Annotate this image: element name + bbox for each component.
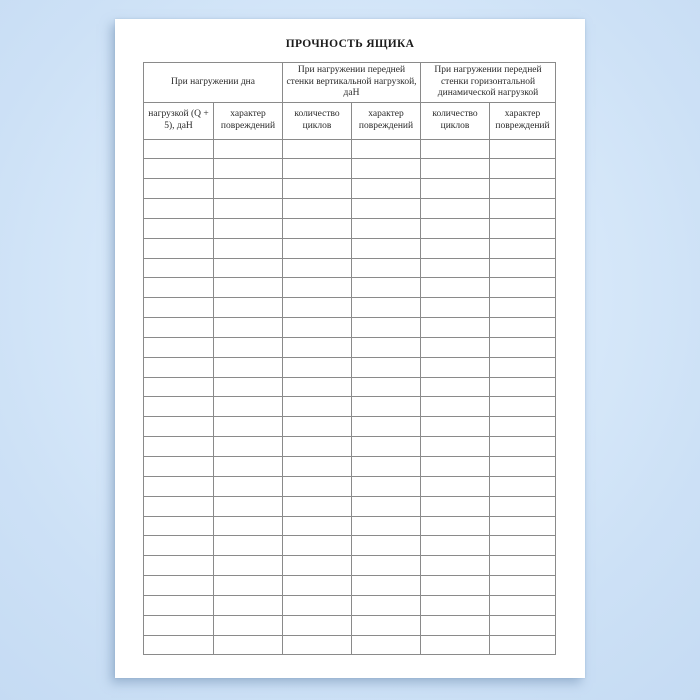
- table-cell-empty: [144, 516, 214, 536]
- col-header-cycle-count-2: количество циклов: [421, 102, 490, 139]
- table-cell-empty: [421, 576, 490, 596]
- table-cell-empty: [214, 278, 283, 298]
- group-header-bottom-load: При нагружении дна: [144, 63, 283, 103]
- table-cell-empty: [421, 159, 490, 179]
- table-cell-empty: [352, 218, 421, 238]
- table-cell-empty: [421, 357, 490, 377]
- table-cell-empty: [421, 397, 490, 417]
- table-cell-empty: [490, 476, 556, 496]
- table-row: [144, 496, 556, 516]
- table-row: [144, 199, 556, 219]
- table-cell-empty: [283, 457, 352, 477]
- table-cell-empty: [421, 318, 490, 338]
- table-cell-empty: [214, 595, 283, 615]
- table-cell-empty: [214, 397, 283, 417]
- table-subheader-row: [144, 102, 556, 139]
- table-row: [144, 179, 556, 199]
- table-cell-empty: [144, 278, 214, 298]
- table-cell-empty: [421, 298, 490, 318]
- table-cell-empty: [490, 318, 556, 338]
- table-cell-empty: [144, 298, 214, 318]
- table-row: [144, 576, 556, 596]
- table-cell-empty: [352, 139, 421, 159]
- table-row: [144, 615, 556, 635]
- table-cell-empty: [144, 556, 214, 576]
- table-cell-empty: [421, 377, 490, 397]
- table-cell-empty: [490, 179, 556, 199]
- page-title: ПРОЧНОСТЬ ЯЩИКА: [285, 38, 415, 50]
- table-cell-empty: [352, 556, 421, 576]
- table-cell-empty: [144, 238, 214, 258]
- table-cell-empty: [421, 635, 490, 655]
- table-row: [144, 357, 556, 377]
- table-cell-empty: [352, 615, 421, 635]
- table-cell-empty: [144, 179, 214, 199]
- table-cell-empty: [214, 417, 283, 437]
- table-row: [144, 258, 556, 278]
- table-body: [144, 139, 556, 655]
- table-cell-empty: [490, 576, 556, 596]
- table-cell-empty: [490, 377, 556, 397]
- table-cell-empty: [421, 556, 490, 576]
- table-cell-empty: [352, 437, 421, 457]
- table-cell-empty: [283, 635, 352, 655]
- table-cell-empty: [352, 159, 421, 179]
- table-cell-empty: [144, 357, 214, 377]
- table-cell-empty: [352, 397, 421, 417]
- table-cell-empty: [352, 337, 421, 357]
- table-row: [144, 417, 556, 437]
- table-cell-empty: [490, 278, 556, 298]
- table-cell-empty: [283, 496, 352, 516]
- table-cell-empty: [352, 417, 421, 437]
- table-cell-empty: [352, 179, 421, 199]
- table-cell-empty: [421, 278, 490, 298]
- col-header-damage-nature-1: характер повреждений: [214, 102, 283, 139]
- table-cell-empty: [490, 238, 556, 258]
- table-cell-empty: [421, 437, 490, 457]
- table-cell-empty: [352, 238, 421, 258]
- table-cell-empty: [214, 457, 283, 477]
- table-cell-empty: [490, 337, 556, 357]
- table-cell-empty: [490, 516, 556, 536]
- table-cell-empty: [490, 496, 556, 516]
- table-row: [144, 218, 556, 238]
- table-cell-empty: [283, 595, 352, 615]
- table-cell-empty: [421, 179, 490, 199]
- table-cell-empty: [144, 496, 214, 516]
- table-cell-empty: [490, 635, 556, 655]
- table-cell-empty: [144, 576, 214, 596]
- table-cell-empty: [283, 218, 352, 238]
- table-cell-empty: [214, 258, 283, 278]
- document-page: [115, 19, 585, 678]
- table-cell-empty: [283, 159, 352, 179]
- table-cell-empty: [421, 337, 490, 357]
- table-cell-empty: [490, 397, 556, 417]
- table-cell-empty: [283, 556, 352, 576]
- table-cell-empty: [214, 318, 283, 338]
- table-row: [144, 516, 556, 536]
- table-cell-empty: [144, 417, 214, 437]
- table-cell-empty: [283, 437, 352, 457]
- table-cell-empty: [352, 576, 421, 596]
- box-strength-table: [143, 62, 556, 655]
- table-cell-empty: [214, 496, 283, 516]
- table-cell-empty: [283, 318, 352, 338]
- table-cell-empty: [490, 417, 556, 437]
- table-cell-empty: [214, 516, 283, 536]
- table-cell-empty: [490, 615, 556, 635]
- table-row: [144, 635, 556, 655]
- table-cell-empty: [144, 337, 214, 357]
- table-cell-empty: [214, 615, 283, 635]
- table-cell-empty: [214, 476, 283, 496]
- table-cell-empty: [144, 258, 214, 278]
- table-row: [144, 337, 556, 357]
- table-row: [144, 139, 556, 159]
- table-cell-empty: [283, 377, 352, 397]
- table-cell-empty: [144, 635, 214, 655]
- col-header-damage-nature-2: характер повреждений: [352, 102, 421, 139]
- col-header-cycle-count-1: количество циклов: [283, 102, 352, 139]
- table-cell-empty: [214, 179, 283, 199]
- table-cell-empty: [283, 238, 352, 258]
- table-cell-empty: [421, 476, 490, 496]
- table-cell-empty: [144, 457, 214, 477]
- table-cell-empty: [352, 318, 421, 338]
- table-cell-empty: [144, 199, 214, 219]
- table-cell-empty: [421, 238, 490, 258]
- table-cell-empty: [490, 159, 556, 179]
- table-row: [144, 437, 556, 457]
- table-cell-empty: [283, 615, 352, 635]
- table-cell-empty: [283, 516, 352, 536]
- table-cell-empty: [144, 437, 214, 457]
- table-cell-empty: [144, 159, 214, 179]
- table-cell-empty: [352, 258, 421, 278]
- table-cell-empty: [490, 298, 556, 318]
- col-header-damage-nature-3: характер повреждений: [490, 102, 556, 139]
- table-cell-empty: [490, 437, 556, 457]
- table-cell-empty: [283, 576, 352, 596]
- table-cell-empty: [352, 298, 421, 318]
- table-cell-empty: [421, 457, 490, 477]
- table-cell-empty: [283, 199, 352, 219]
- table-cell-empty: [283, 179, 352, 199]
- table-cell-empty: [283, 337, 352, 357]
- table-cell-empty: [490, 218, 556, 238]
- table-row: [144, 457, 556, 477]
- table-cell-empty: [214, 536, 283, 556]
- table-cell-empty: [214, 357, 283, 377]
- table-cell-empty: [283, 476, 352, 496]
- table-cell-empty: [283, 357, 352, 377]
- table-cell-empty: [144, 218, 214, 238]
- table-cell-empty: [421, 258, 490, 278]
- table-cell-empty: [144, 318, 214, 338]
- table-cell-empty: [283, 258, 352, 278]
- table-cell-empty: [352, 476, 421, 496]
- table-cell-empty: [214, 635, 283, 655]
- table-cell-empty: [352, 357, 421, 377]
- table-row: [144, 476, 556, 496]
- table-cell-empty: [214, 238, 283, 258]
- table-cell-empty: [421, 536, 490, 556]
- table-cell-empty: [421, 615, 490, 635]
- table-cell-empty: [352, 457, 421, 477]
- col-header-load-q5: нагрузкой (Q + 5), даН: [144, 102, 214, 139]
- table-cell-empty: [214, 218, 283, 238]
- table-cell-empty: [352, 536, 421, 556]
- table-cell-empty: [421, 139, 490, 159]
- table-cell-empty: [144, 595, 214, 615]
- table-cell-empty: [352, 377, 421, 397]
- table-cell-empty: [283, 278, 352, 298]
- table-cell-empty: [490, 139, 556, 159]
- table-cell-empty: [352, 516, 421, 536]
- table-row: [144, 595, 556, 615]
- table-cell-empty: [214, 377, 283, 397]
- table-cell-empty: [490, 556, 556, 576]
- table-cell-empty: [490, 595, 556, 615]
- table-cell-empty: [283, 397, 352, 417]
- table-cell-empty: [214, 199, 283, 219]
- table-row: [144, 318, 556, 338]
- table-row: [144, 556, 556, 576]
- table-cell-empty: [214, 437, 283, 457]
- table-cell-empty: [144, 397, 214, 417]
- table-cell-empty: [144, 476, 214, 496]
- table-cell-empty: [144, 615, 214, 635]
- table-cell-empty: [490, 199, 556, 219]
- table-cell-empty: [214, 298, 283, 318]
- group-header-front-wall-vertical-load: При нагружении передней стенки вертикальной нагрузкой, даН: [283, 63, 421, 103]
- table-cell-empty: [490, 258, 556, 278]
- table-cell-empty: [144, 139, 214, 159]
- table-header: [144, 63, 556, 140]
- table-cell-empty: [352, 595, 421, 615]
- table-row: [144, 536, 556, 556]
- table-cell-empty: [352, 199, 421, 219]
- table-cell-empty: [421, 417, 490, 437]
- table-cell-empty: [283, 536, 352, 556]
- table-cell-empty: [490, 357, 556, 377]
- table-cell-empty: [214, 556, 283, 576]
- table-cell-empty: [490, 536, 556, 556]
- table-row: [144, 238, 556, 258]
- table-cell-empty: [214, 337, 283, 357]
- table-cell-empty: [421, 516, 490, 536]
- table-group-header-row: [144, 63, 556, 103]
- table-cell-empty: [421, 595, 490, 615]
- table-row: [144, 278, 556, 298]
- table-row: [144, 397, 556, 417]
- table-row: [144, 377, 556, 397]
- table-row: [144, 159, 556, 179]
- table-cell-empty: [421, 199, 490, 219]
- table-row: [144, 298, 556, 318]
- table-cell-empty: [283, 417, 352, 437]
- table-cell-empty: [144, 377, 214, 397]
- table-cell-empty: [352, 635, 421, 655]
- table-cell-empty: [214, 576, 283, 596]
- table-cell-empty: [352, 278, 421, 298]
- table-cell-empty: [352, 496, 421, 516]
- table-cell-empty: [421, 218, 490, 238]
- table-cell-empty: [144, 536, 214, 556]
- group-header-front-wall-horizontal-dynamic-load: При нагружении передней стенки горизонтальной динамической нагрузкой: [421, 63, 556, 103]
- table-cell-empty: [214, 159, 283, 179]
- table-cell-empty: [283, 139, 352, 159]
- table-cell-empty: [214, 139, 283, 159]
- table-cell-empty: [421, 496, 490, 516]
- table-cell-empty: [490, 457, 556, 477]
- table-cell-empty: [283, 298, 352, 318]
